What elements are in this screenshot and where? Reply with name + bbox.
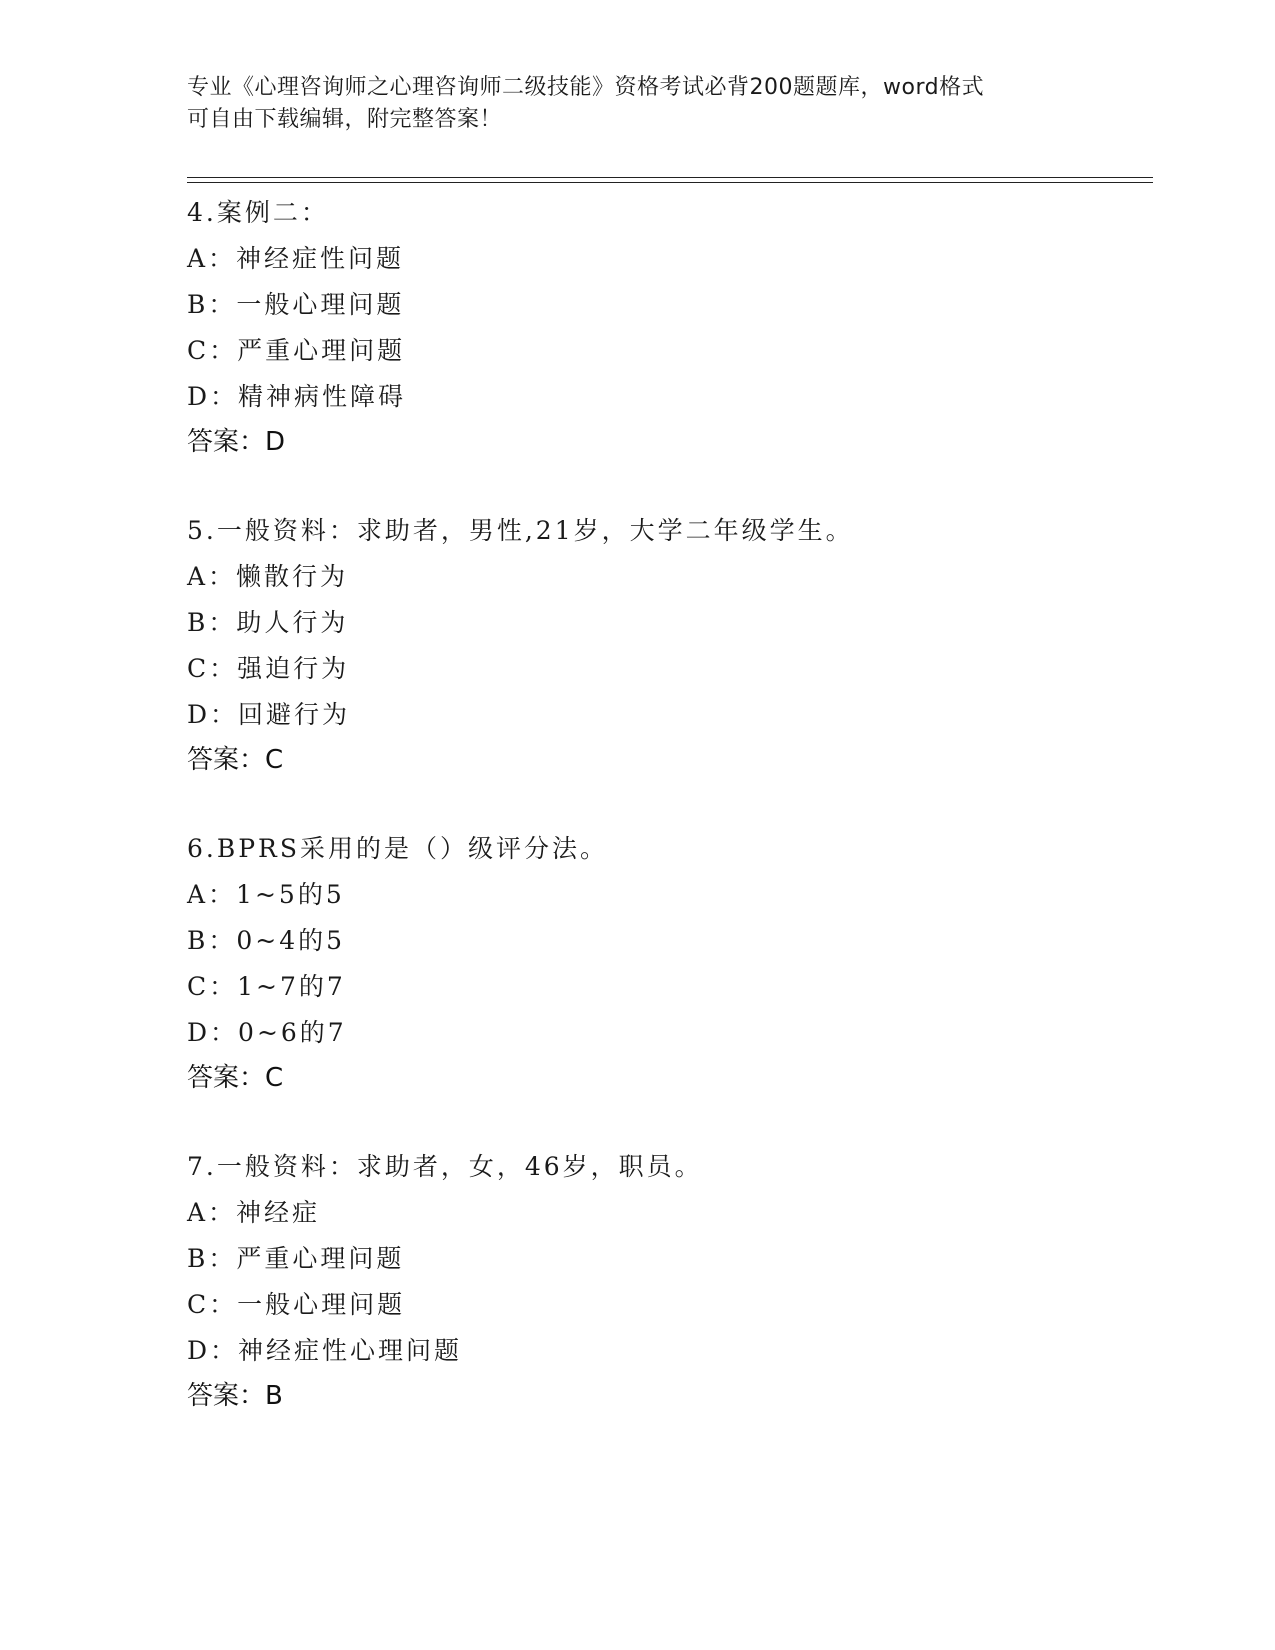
header-divider-bottom — [187, 182, 1153, 183]
option-a: A：神经症性问题 — [187, 244, 405, 273]
option-b: B：助人行为 — [187, 608, 349, 637]
question-stem: 4.案例二： — [187, 198, 329, 227]
answer: 答案：C — [187, 745, 284, 775]
question-5 — [187, 508, 1147, 782]
option-d: D：精神病性障碍 — [187, 382, 407, 411]
header-divider-top — [187, 177, 1153, 178]
option-b: B：严重心理问题 — [187, 1244, 405, 1273]
option-a: A：懒散行为 — [187, 562, 349, 591]
option-b: B：一般心理问题 — [187, 290, 405, 319]
option-a: A：1~5的5 — [187, 880, 345, 909]
answer: 答案：B — [187, 1381, 283, 1411]
answer: 答案：D — [187, 427, 286, 457]
question-4 — [187, 190, 1147, 464]
question-stem: 7.一般资料：求助者，女，46岁，职员。 — [187, 1152, 703, 1181]
option-c: C：严重心理问题 — [187, 336, 406, 365]
option-a: A：神经症 — [187, 1198, 321, 1227]
option-c: C：强迫行为 — [187, 654, 350, 683]
question-stem: 6.BPRS采用的是（）级评分法。 — [187, 834, 608, 863]
question-stem: 5.一般资料：求助者，男性,21岁，大学二年级学生。 — [187, 516, 854, 545]
option-c: C：1~7的7 — [187, 972, 346, 1001]
option-c: C：一般心理问题 — [187, 1290, 406, 1319]
header-title-line-1: 专业《心理咨询师之心理咨询师二级技能》资格考试必背200题题库，word格式 — [187, 75, 985, 100]
option-d: D：回避行为 — [187, 700, 351, 729]
header-title-line-2: 可自由下载编辑，附完整答案！ — [187, 107, 503, 132]
option-d: D：0~6的7 — [187, 1018, 347, 1047]
question-6 — [187, 826, 1147, 1100]
question-7 — [187, 1144, 1147, 1418]
answer: 答案：C — [187, 1063, 284, 1093]
option-b: B：0~4的5 — [187, 926, 346, 955]
option-d: D：神经症性心理问题 — [187, 1336, 463, 1365]
question-list — [187, 190, 1147, 1462]
document-header — [187, 72, 1087, 136]
